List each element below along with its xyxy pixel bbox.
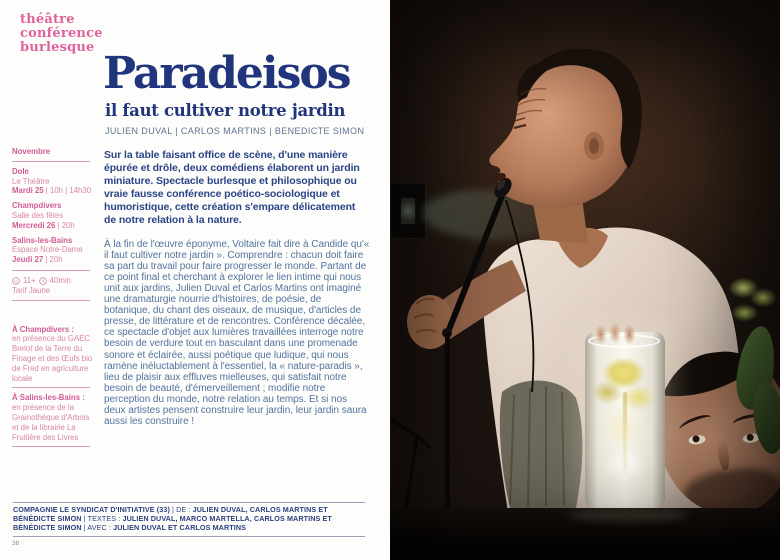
- nose-shadow: [717, 440, 731, 471]
- age-duration-row: [12, 276, 96, 286]
- event-venue: Le Théâtre: [12, 176, 50, 186]
- credit-label: | DE :: [169, 505, 193, 514]
- event-city: Salins-les-Bains: [12, 235, 73, 245]
- credit-label: | AVEC :: [81, 522, 114, 532]
- duration: 40min: [49, 275, 71, 285]
- page-subtitle: il faut cultiver notre jardin: [105, 101, 346, 120]
- divider: [12, 446, 90, 447]
- smiley-face-icon: [12, 277, 20, 285]
- credit-names: JULIEN DUVAL, CARLOS MARTINS ET BÉNÉDICTE SIMON: [13, 505, 328, 523]
- table-foreground: [390, 508, 780, 560]
- event-date: Mercredi 26 | 20h: [12, 220, 75, 230]
- credit-names: JULIEN DUVAL ET CARLOS MARTINS: [113, 522, 247, 532]
- artists-byline: JULIEN DUVAL | CARLOS MARTINS | BENEDICTE SIMON: [105, 126, 365, 136]
- divider: [12, 300, 90, 301]
- month-label: Novembre: [12, 147, 51, 156]
- tarif: Tarif Jaune: [12, 285, 51, 295]
- sidebar-notes: [12, 325, 96, 448]
- fingers-on-vase: [592, 318, 640, 348]
- page-number: 38: [12, 540, 20, 547]
- eyebrow: [678, 412, 714, 435]
- event-city: Champdivers: [12, 201, 62, 211]
- note-text: en présence du GAEC Brelot de la Terre du Finage et des Œufs bio de Fred en agriculture locale: [12, 334, 93, 383]
- credit-names: JULIEN DUVAL, MARCO MARTELLA, CARLOS MARTINS ET BÉNÉDICTE SIMON: [13, 513, 332, 532]
- event-city: Dole: [12, 166, 29, 176]
- clock-icon: [39, 277, 47, 285]
- table-reflection: [568, 508, 688, 522]
- page-title: Paradeisos: [103, 48, 350, 99]
- divider: [12, 270, 90, 271]
- genre-line: théâtre: [20, 12, 75, 27]
- performance-photo: [390, 0, 780, 560]
- credit-company: COMPAGNIE LE SYNDICAT D'INITIATIVE (33): [13, 505, 170, 514]
- divider: [12, 161, 90, 162]
- genre-label: [20, 13, 103, 55]
- note-champdivers: À Champdivers : en présence du GAEC Brelot de la Terre du Finage et des Œufs bio de Fred en agriculture locale: [12, 325, 96, 384]
- event-dole: [12, 167, 96, 196]
- eye: [688, 434, 706, 445]
- credits-block: [13, 502, 365, 537]
- intro-paragraph: Sur la table faisant office de scène, d'une manière épurée et drôle, deux comédiens élaborent un jardin miniature. Spectacle burlesque et philosophique ou vraie fausse conférence poético-sociologique et humoristique, cette création s'empare délicatement de notre relation à la nature.: [104, 149, 360, 227]
- event-venue: Espace Notre-Dame: [12, 245, 83, 255]
- event-date: Mardi 25 | 10h | 14h30: [12, 186, 92, 196]
- event-venue: Salle des fêtes: [12, 210, 64, 220]
- divider: [12, 387, 90, 388]
- note-text: en présence de la Grainothèque d'Arbois et de la librairie La Fruitière des Livres: [12, 403, 90, 442]
- bright-leaves: [720, 268, 780, 334]
- event-salins: [12, 236, 96, 265]
- event-date: Jeudi 27 | 20h: [12, 255, 63, 265]
- note-salins: À Salins-les-Bains : en présence de la Grainothèque d'Arbois et de la librairie La Fruitière des Livres: [12, 393, 96, 442]
- genre-line: burlesque: [20, 40, 95, 55]
- genre-line: conférence: [20, 26, 103, 41]
- glass-vase: [585, 332, 665, 508]
- event-champdivers: [12, 201, 96, 230]
- main-text-column: [104, 149, 370, 427]
- age-limit: 11+: [23, 275, 36, 285]
- credit-label: | TEXTES :: [81, 513, 123, 523]
- body-paragraph: À la fin de l'œuvre éponyme, Voltaire fait dire à Candide qu'« il faut cultiver notre jardin ». Comprendre : chacun doit faire sa part du travail pour faire progresser le monde. Partant de ce point final et cherchant à explorer le lien intime qui nous unit aux jardins, Julien Duval et Carlos Martins ont imaginé une dramaturgie nourrie d'histoires, de poésie, de botanique, du chant des oiseaux, de musique, d'articles de presse, de littérature et de rencontres. Conférence décalée, ce spectacle d'objet aux lumières travaillées interroge notre besoin de verdure tout en basculant dans une promenade sonore et éclairée, aussi poétique que ludique, qui nous ramène inéluctablement à l'essentiel, la « nature-paradis », lieu de plaisir aux effluves mielleuses, qui satisfait notre besoin de beauté, d'émerveillement ; modifie notre perception du monde, notre relation au temps. Et si nos deux artistes pensent construire leur jardin, leur jardin saura aussi les construire !: [104, 238, 370, 428]
- plant-stem: [623, 392, 627, 484]
- dates-sidebar: [12, 147, 96, 452]
